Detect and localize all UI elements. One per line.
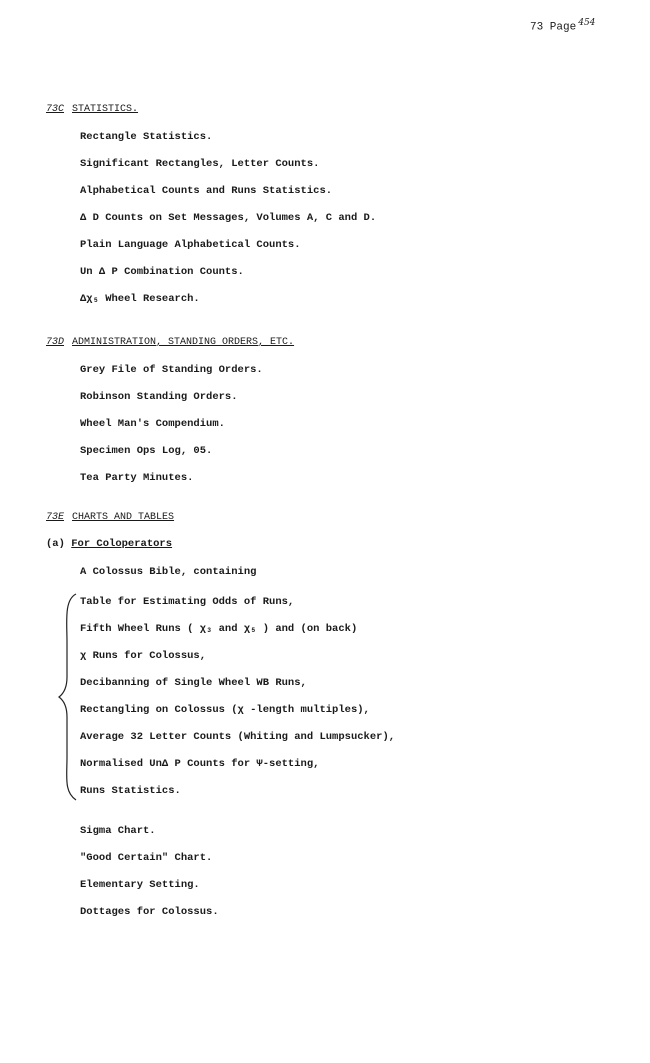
section-title: STATISTICS. — [72, 104, 139, 115]
list-item: Dottages for Colossus. — [80, 906, 219, 918]
list-item: "Good Certain" Chart. — [80, 852, 213, 864]
list-item: Rectangle Statistics. — [80, 131, 213, 143]
section-heading-administration — [46, 337, 294, 348]
list-item: Un Δ P Combination Counts. — [80, 266, 244, 278]
section-title: ADMINISTRATION, STANDING ORDERS, ETC. — [72, 337, 295, 348]
list-item: Significant Rectangles, Letter Counts. — [80, 158, 320, 170]
subsection-label: For Coloperators — [71, 538, 173, 550]
page-header — [530, 18, 595, 34]
section-heading-statistics — [46, 104, 138, 115]
list-item: Elementary Setting. — [80, 879, 200, 891]
section-number: 73D — [46, 337, 65, 348]
section-number: 73C — [46, 104, 65, 115]
list-item: Grey File of Standing Orders. — [80, 364, 263, 376]
list-item: Fifth Wheel Runs ( χ₃ and χ₅ ) and (on back) — [80, 623, 358, 635]
list-item: Δχ₅ Wheel Research. — [80, 293, 200, 305]
bible-intro: A Colossus Bible, containing — [80, 566, 257, 578]
section-title: CHARTS AND TABLES — [72, 512, 175, 523]
curly-brace-icon — [58, 592, 78, 802]
list-item: Normalised UnΔ P Counts for Ψ-setting, — [80, 758, 320, 770]
list-item: Sigma Chart. — [80, 825, 156, 837]
header-text: 73 Page — [530, 21, 577, 34]
list-item: Table for Estimating Odds of Runs, — [80, 596, 295, 608]
list-item: Alphabetical Counts and Runs Statistics. — [80, 185, 333, 197]
list-item: Decibanning of Single Wheel WB Runs, — [80, 677, 307, 689]
subsection-marker: (a) — [46, 538, 65, 550]
section-number: 73E — [46, 512, 65, 523]
list-item: Plain Language Alphabetical Counts. — [80, 239, 301, 251]
list-item: Tea Party Minutes. — [80, 472, 194, 484]
list-item: Robinson Standing Orders. — [80, 391, 238, 403]
list-item: Δ D Counts on Set Messages, Volumes A, C and D. — [80, 212, 377, 224]
section-heading-charts — [46, 512, 174, 523]
list-item: χ Runs for Colossus, — [80, 650, 207, 662]
list-item: Runs Statistics. — [80, 785, 181, 797]
list-item: Average 32 Letter Counts (Whiting and Lumpsucker), — [80, 731, 396, 743]
subsection-heading — [46, 538, 172, 550]
list-item: Rectangling on Colossus (χ -length multiples), — [80, 704, 370, 716]
list-item: Wheel Man's Compendium. — [80, 418, 225, 430]
list-item: Specimen Ops Log, 05. — [80, 445, 213, 457]
page-number: 454 — [578, 18, 596, 28]
